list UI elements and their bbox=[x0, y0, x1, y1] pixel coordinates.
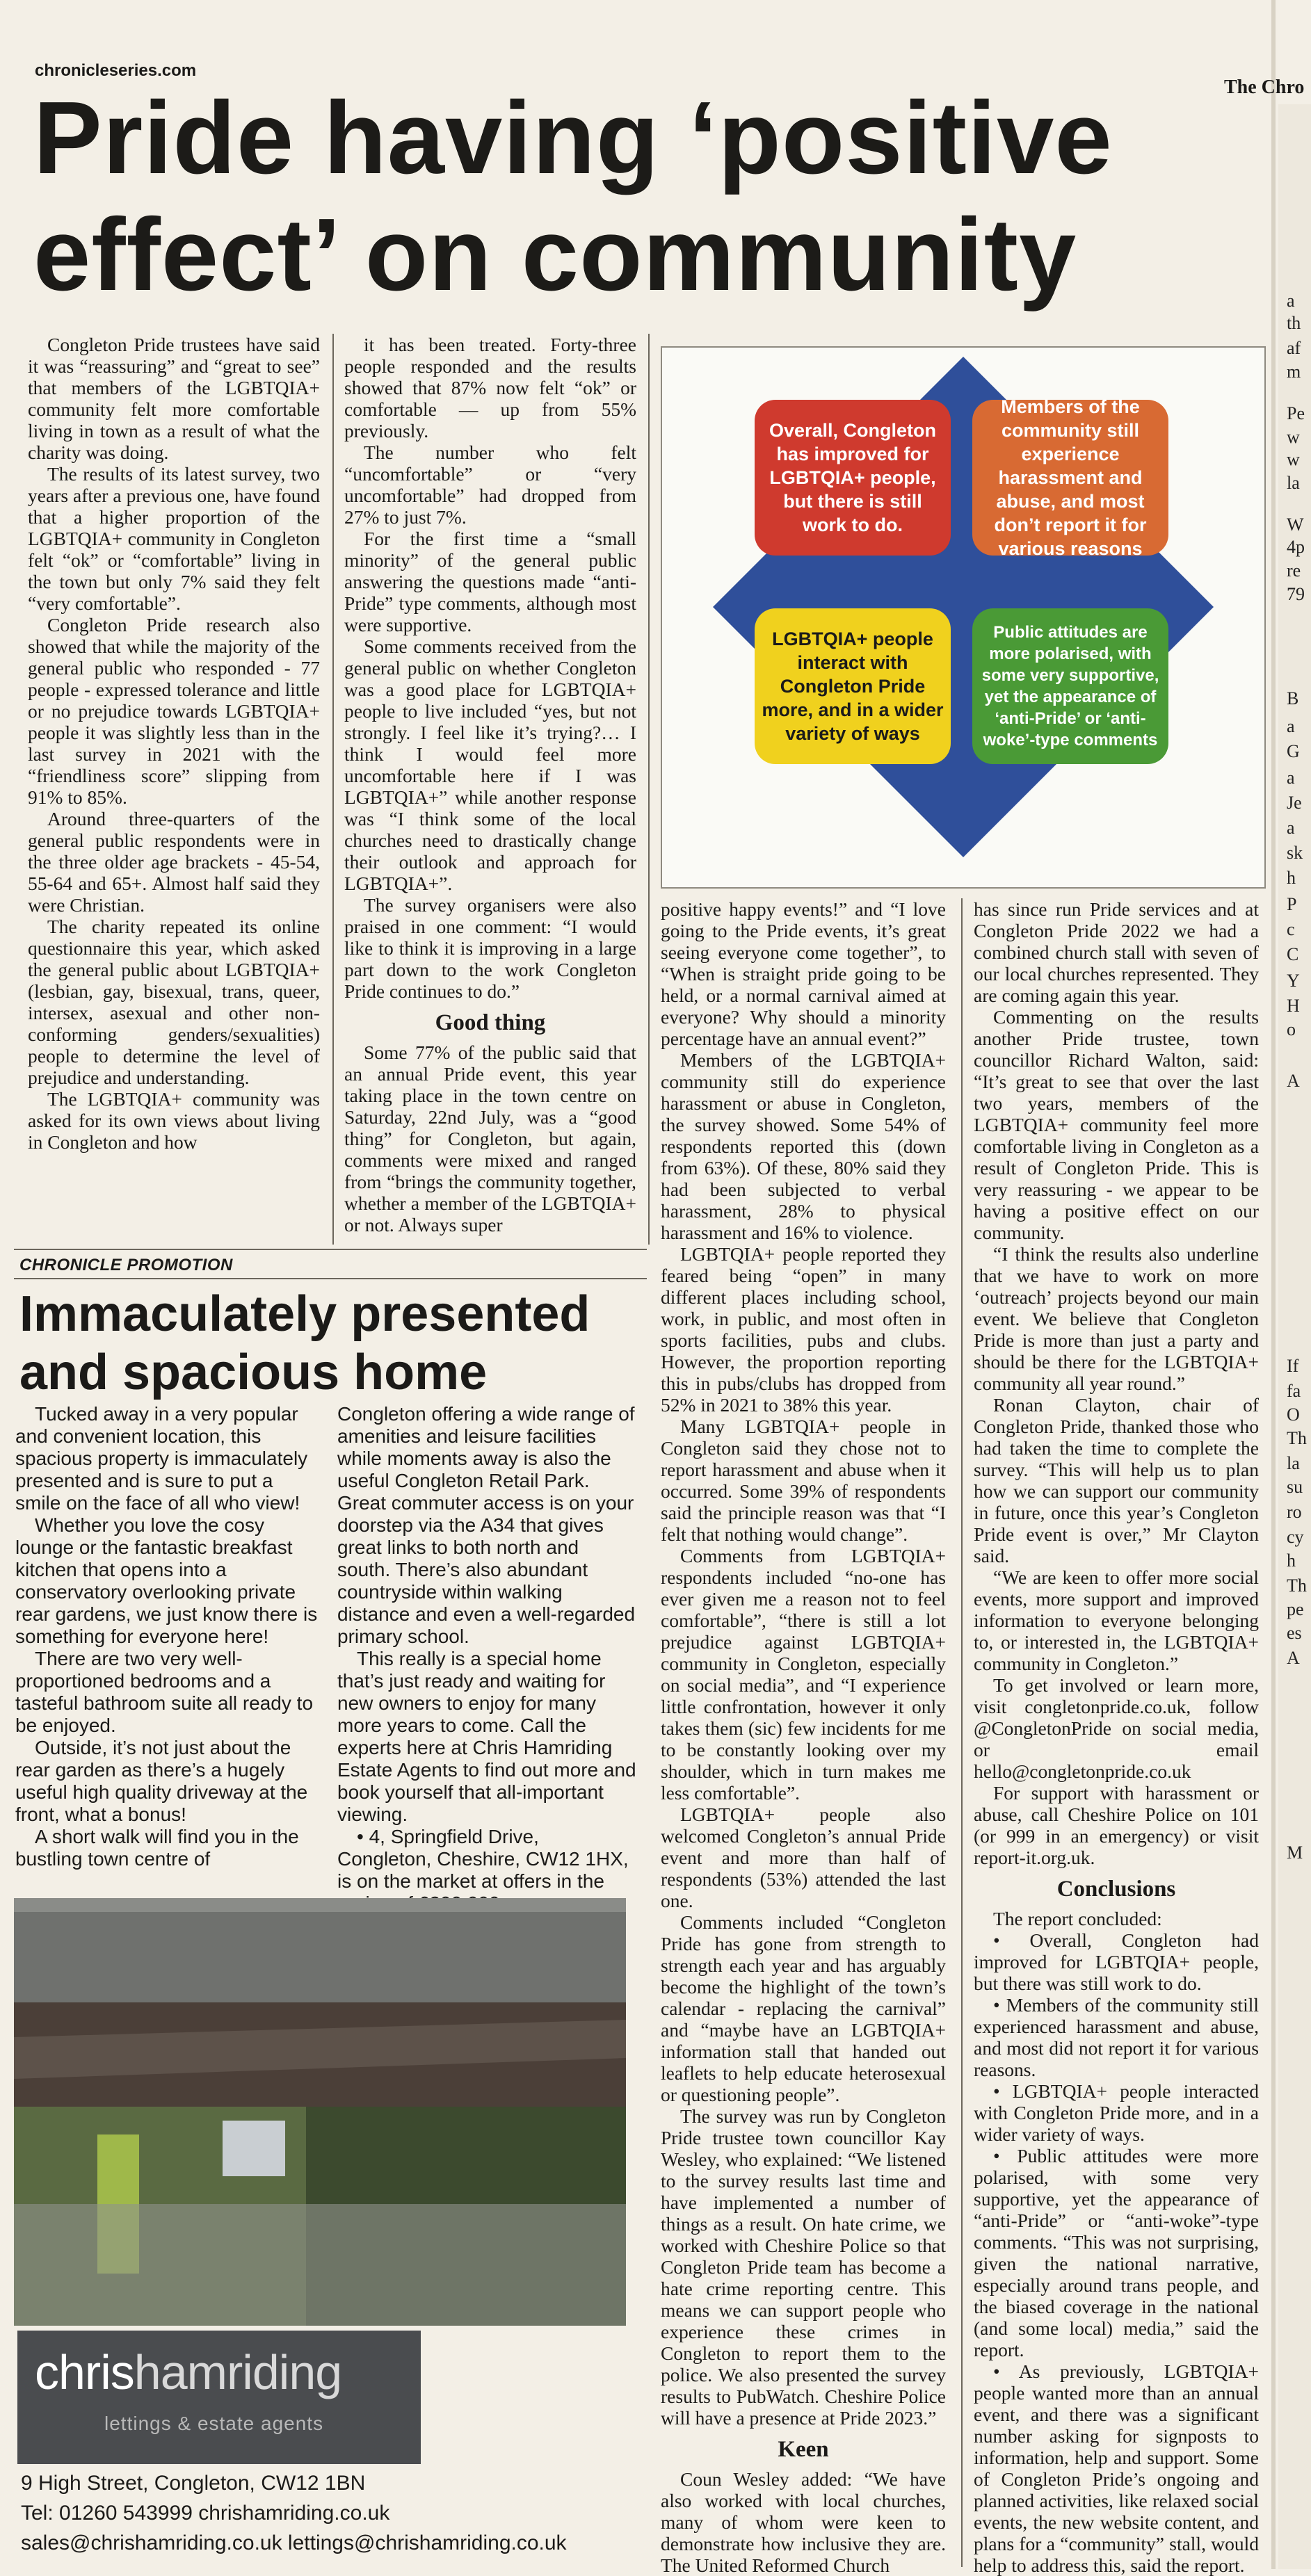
paragraph: Congleton Pride research also showed that while the majority of the general public who responded - 77 people - expressed tolerance and little or no prejudice towards LGBTQIA+ people it was slightly less than in the last survey in 2021 with the “friendliness score” slipping from 91% to 85%. bbox=[28, 614, 320, 808]
agent-address: 9 High Street, Congleton, CW12 1BN bbox=[21, 2472, 366, 2495]
site-url: chronicleseries.com bbox=[35, 61, 197, 80]
article-column-2 bbox=[344, 334, 636, 1236]
paragraph: Comments from LGBTQIA+ respondents included “no-one has ever given me a reason not to feel comfortable”, “there is still a lot prejudice against LGBTQIA+ community in Congleton, especially on social media”, and “I experience little confrontation, however it only takes them (sic) few incidents for me to be constantly looking over my shoulder, which in turn makes me less comfortable”. bbox=[661, 1545, 946, 1804]
paragraph: • Overall, Congleton had improved for LGBTQIA+ people, but there was still work to do. bbox=[974, 1929, 1259, 1994]
paragraph: To get involved or learn more, visit congletonpride.co.uk, follow @CongletonPride on social media, or email hello@congletonpride.co.uk bbox=[974, 1674, 1259, 1782]
photo-conservatory bbox=[223, 2121, 285, 2176]
paragraph: The survey was run by Congleton Pride trustee town councillor Kay Wesley, who explained: “We listened to the survey results last time and have implemented a number of things as a result. On hate crime, we worked with Cheshire Police so that Congleton Pride team has become a hate crime reporting centre. This means we can support people who experience these crimes in Congleton to report them to the police. We also presented the survey results to PubWatch. Cheshire Police will have a presence at Pride 2023.” bbox=[661, 2105, 946, 2429]
paragraph: Coun Wesley added: “We have also worked with local churches, many of whom were keen to demonstrate how inclusive they are. The United Reformed Church bbox=[661, 2468, 946, 2576]
edge-fragment: af bbox=[1287, 338, 1301, 358]
edge-fragment: If bbox=[1287, 1356, 1299, 1376]
finding-harassment: Members of the community still experience harassment and abuse, and most don’t report it for various reasons bbox=[972, 400, 1168, 556]
agent-emails: sales@chrishamriding.co.uk lettings@chrishamriding.co.uk bbox=[21, 2532, 567, 2554]
paragraph: positive happy events!” and “I love going to the Pride events, it’s great seeing everyone come together”, to “When is straight pride going to be held, or a normal carnival aimed at everyone? Why should a minority percentage have an annual event?” bbox=[661, 898, 946, 1049]
edge-fragment: G bbox=[1287, 741, 1300, 761]
edge-fragment: la bbox=[1287, 1453, 1300, 1473]
paragraph: A short walk will find you in the bustling town centre of bbox=[15, 1826, 299, 1870]
subhead-good-thing: Good thing bbox=[435, 1010, 546, 1035]
edge-fragment: a bbox=[1287, 291, 1295, 311]
paragraph: Commenting on the results another Pride trustee, town councillor Richard Walton, said: “It’s great to see that over the last two years, members of the LGBTQIA+ community feel more comfortable living in Congleton as a result of Congleton Pride. This is very reassuring - we appear to be having a positive effect on our community. bbox=[974, 1006, 1259, 1243]
logo-part-1: chris bbox=[35, 2345, 134, 2399]
edge-fragment: sk bbox=[1287, 843, 1303, 863]
edge-fragment: A bbox=[1287, 1071, 1300, 1091]
paragraph: • Public attitudes were more polarised, with some very supportive, yet the appearance of “anti-Pride” or “anti-woke”-type comments. “This was not surprising, given the national narrative, especially around trans people, and the biased coverage in the national (and some local) media,” said the report. bbox=[974, 2145, 1259, 2360]
finding-improved: Overall, Congleton has improved for LGBTQIA+ people, but there is still work to do. bbox=[755, 400, 951, 556]
paragraph: Many LGBTQIA+ people in Congleton said they chose not to report harassment and abuse when it occurred. Some 39% of respondents said the principle reason was that “I felt that nothing would change”. bbox=[661, 1416, 946, 1545]
edge-fragment: re bbox=[1287, 560, 1301, 581]
paragraph: Whether you love the cosy lounge or the fantastic breakfast kitchen that opens into a conservatory overlooking private rear gardens, we just know there is something for everyone here! bbox=[15, 1514, 318, 1647]
paragraph: For support with harassment or abuse, call Cheshire Police on 101 (or 999 in an emergency) or visit report-it.org.uk. bbox=[974, 1782, 1259, 1868]
edge-fragment: ro bbox=[1287, 1502, 1302, 1522]
paragraph: LGBTQIA+ people also welcomed Congleton’s annual Pride event and more than half of respondents (53%) attended the last one. bbox=[661, 1804, 946, 1911]
edge-fragment: c bbox=[1287, 919, 1295, 939]
edge-fragment: H bbox=[1287, 996, 1300, 1016]
photo-road bbox=[14, 1912, 626, 2009]
paragraph: “We are keen to offer more social events, more support and improved information to everyone belonging to, or interested in, the LGBTQIA+ community in Congleton.” bbox=[974, 1566, 1259, 1674]
edge-fragment: P bbox=[1287, 894, 1297, 914]
paragraph: Some 77% of the public said that an annual Pride event, this year taking place in the town centre on Saturday, 22nd July, was a “good thing” for Congleton, but again, comments were mixed and ranged from “brings the community together, whether a member of the LGBTQIA+ or not. Always super bbox=[344, 1042, 636, 1236]
promo-tag: CHRONICLE PROMOTION bbox=[19, 1256, 233, 1274]
paragraph: LGBTQIA+ people reported they feared being “open” in many different places including school, work, in public, and most often in sports facilities, pubs and clubs. However, the proportion reporting this in pubs/clubs has dropped from 52% in 2021 to 38% this year. bbox=[661, 1243, 946, 1416]
edge-fragment: es bbox=[1287, 1623, 1302, 1643]
paragraph: Outside, it’s not just about the rear garden as there’s a hugely useful high quality driveway at the front, what a bonus! bbox=[15, 1737, 308, 1825]
paragraph: The report concluded: bbox=[993, 1908, 1162, 1929]
edge-fragment: a bbox=[1287, 716, 1295, 736]
masthead-fragment: The Chro bbox=[1224, 76, 1305, 98]
edge-fragment: pe bbox=[1287, 1599, 1304, 1619]
headline: Pride having ‘positive effect’ on community bbox=[33, 81, 1113, 312]
paragraph: Members of the LGBTQIA+ community still do experience harassment or abuse in Congleton, the survey showed. Some 54% of respondents reported this (down from 63%). Of these, 80% said they had been subjected to verbal harassment, 28% to physical harassment and 16% to violence. bbox=[661, 1049, 946, 1243]
paragraph: • Members of the community still experienced harassment and abuse, and most did not report it for various reasons. bbox=[974, 1994, 1259, 2080]
edge-fragment: h bbox=[1287, 868, 1296, 888]
paragraph: it has been treated. Forty-three people responded and the results showed that 87% now felt “ok” or comfortable — up from 55% previously. bbox=[344, 334, 636, 442]
photo-trees bbox=[14, 2204, 626, 2326]
edge-fragment: cy bbox=[1287, 1527, 1304, 1547]
finding-interaction: LGBTQIA+ people interact with Congleton Pride more, and in a wider variety of ways bbox=[755, 608, 951, 764]
paragraph: • LGBTQIA+ people interacted with Congleton Pride more, and in a wider variety of ways. bbox=[974, 2080, 1259, 2145]
paragraph: The charity repeated its online questionnaire this year, which asked the general public about LGBTQIA+ (lesbian, gay, bisexual, trans, queer, intersex, asexual and other non-conforming genders/sexualities) people to determine the level of prejudice and understanding. bbox=[28, 916, 320, 1088]
property-photo bbox=[14, 1898, 626, 2326]
edge-fragment: m bbox=[1287, 362, 1301, 382]
promo-column-1 bbox=[15, 1403, 318, 1870]
agent-telephone: Tel: 01260 543999 chrishamriding.co.uk bbox=[21, 2502, 390, 2525]
edge-fragment: 79 bbox=[1287, 584, 1305, 604]
subhead-conclusions: Conclusions bbox=[1056, 1877, 1176, 1902]
edge-fragment: fa bbox=[1287, 1381, 1301, 1401]
edge-fragment: th bbox=[1287, 313, 1301, 333]
edge-fragment: w bbox=[1287, 449, 1300, 469]
paragraph: has since run Pride services and at Congleton Pride 2022 we had a combined church stall with seven of our local churches represented. They are coming again this year. bbox=[974, 898, 1259, 1006]
agent-logo-text bbox=[35, 2344, 341, 2400]
paragraph: The LGBTQIA+ community was asked for its own views about living in Congleton and how bbox=[28, 1088, 320, 1153]
page-fold bbox=[1271, 0, 1276, 2569]
edge-fragment: Je bbox=[1287, 793, 1302, 813]
edge-fragment: C bbox=[1287, 944, 1299, 964]
paragraph: The results of its latest survey, two years after a previous one, have found that a higher proportion of the LGBTQIA+ community in Congleton felt “ok” or “comfortable” living in the town but only 7% said they felt “very comfortable”. bbox=[28, 463, 320, 614]
edge-fragment: Th bbox=[1287, 1575, 1307, 1596]
paragraph: • 4, Springfield Drive, Congleton, Cheshire, CW12 1HX, is on the market at offers in the bbox=[337, 1826, 629, 1892]
article-column-3 bbox=[661, 898, 946, 2576]
edge-fragment: O bbox=[1287, 1404, 1300, 1425]
paragraph: Some comments received from the general public on whether Congleton was a good place for LGBTQIA+ people to live included “yes, but not strongly. I feel like it’s trying?… I think I would feel more uncomfortable here if I was LGBTQIA+” while another response was “I think some of the local churches need to drastically change their outlook and approach for LGBTQIA+”. bbox=[344, 635, 636, 894]
paragraph: Comments included “Congleton Pride has gone from strength to strength each year and has arguably become the highlight of the town’s calendar - replacing the carnival” and “maybe have an LGBTQIA+ information stall that handed out leaflets to help educate heterosexual or questioning people”. bbox=[661, 1911, 946, 2105]
subhead-keen: Keen bbox=[778, 2437, 829, 2462]
edge-fragment: h bbox=[1287, 1550, 1296, 1571]
edge-fragment: A bbox=[1287, 1648, 1300, 1668]
edge-fragment: su bbox=[1287, 1477, 1303, 1497]
article-column-1 bbox=[28, 334, 320, 1153]
edge-fragment: 4p bbox=[1287, 537, 1305, 557]
finding-polarised: Public attitudes are more polarised, with some very supportive, yet the appearance of ‘anti-Pride’ or ‘anti-woke’-type comments bbox=[972, 608, 1168, 764]
column-divider bbox=[332, 334, 334, 1245]
article-column-4 bbox=[974, 898, 1259, 2576]
paragraph: For the first time a “small minority” of the general public answering the questions made “anti-Pride” type comments, although most were supportive. bbox=[344, 528, 636, 635]
paragraph: “I think the results also underline that we have to work on more ‘outreach’ projects beyond our main event. We believe that Congleton Pride is more than just a party and should be there for the LGBTQIA+ community all year round.” bbox=[974, 1243, 1259, 1394]
logo-part-2: hamriding bbox=[134, 2345, 342, 2399]
edge-fragment: B bbox=[1287, 688, 1299, 708]
promo-top-rule bbox=[14, 1249, 647, 1250]
edge-fragment: Y bbox=[1287, 971, 1300, 991]
paragraph: Congleton offering a wide range of amenities and leisure facilities while moments away is also the useful Congleton Retail Park. Great commuter access is on your doorstep via the A34 that gives great links to both north and south. There’s also abundant countryside within walking distance and even a well-regarded primary school. bbox=[337, 1403, 636, 1647]
paragraph: There are two very well-proportioned bedrooms and a tasteful bathroom suite all ready to be enjoyed. bbox=[15, 1648, 314, 1736]
edge-fragment: la bbox=[1287, 473, 1300, 493]
edge-fragment: Pe bbox=[1287, 403, 1305, 423]
column-divider bbox=[961, 898, 963, 2567]
paragraph: Congleton Pride trustees have said it was “reassuring” and “great to see” that members of the LGBTQIA+ community felt more comfortable living in town as a result of what the charity was doing. bbox=[28, 334, 320, 463]
edge-fragment: Th bbox=[1287, 1428, 1307, 1448]
paragraph: Tucked away in a very popular and convenient location, this spacious property is immaculately presented and is sure to put a smile on the face of all who view! bbox=[15, 1403, 308, 1514]
column-divider bbox=[648, 334, 650, 1245]
agent-logo-sub: lettings & estate agents bbox=[104, 2413, 324, 2434]
edge-fragment: W bbox=[1287, 515, 1304, 535]
paragraph: • As previously, LGBTQIA+ people wanted more than an annual event, and there was a significant number asking for signposts to information, help and support. Some of Congleton Pride’s ongoing and planned activities, like relaxed social events, the new website content, and plans for a “community” stall, would help to address this, said the report. bbox=[974, 2360, 1259, 2576]
promo-column-2 bbox=[337, 1403, 636, 1915]
edge-fragment: o bbox=[1287, 1019, 1296, 1039]
paragraph: The survey organisers were also praised in one comment: “I would like to think it is improving in a large part down to the work Congleton Pride continues to do.” bbox=[344, 894, 636, 1002]
paragraph: This really is a special home that’s just ready and waiting for new owners to enjoy for many more years to come. Call the experts here at Chris Hamriding Estate Agents to find out more and book yourself that all-important viewing. bbox=[337, 1648, 636, 1825]
paragraph: The number who felt “uncomfortable” or “very uncomfortable” had dropped from 27% to just 7%. bbox=[344, 442, 636, 528]
paragraph: Around three-quarters of the general public respondents were in the three older age brackets - 45-54, 55-64 and 65+. Almost half said they were Christian. bbox=[28, 808, 320, 916]
paragraph: Ronan Clayton, chair of Congleton Pride, thanked those who had taken the time to complete the survey. “This will help us to plan how we can support our community in future, once this year’s Congleton Pride event is over,” Mr Clayton said. bbox=[974, 1394, 1259, 1566]
promo-tag-rule bbox=[14, 1278, 647, 1279]
edge-fragment: M bbox=[1287, 1842, 1303, 1863]
edge-fragment: a bbox=[1287, 818, 1295, 838]
promo-headline: Immaculately presented and spacious home bbox=[19, 1286, 590, 1400]
edge-fragment: w bbox=[1287, 427, 1300, 447]
edge-fragment: a bbox=[1287, 768, 1295, 788]
